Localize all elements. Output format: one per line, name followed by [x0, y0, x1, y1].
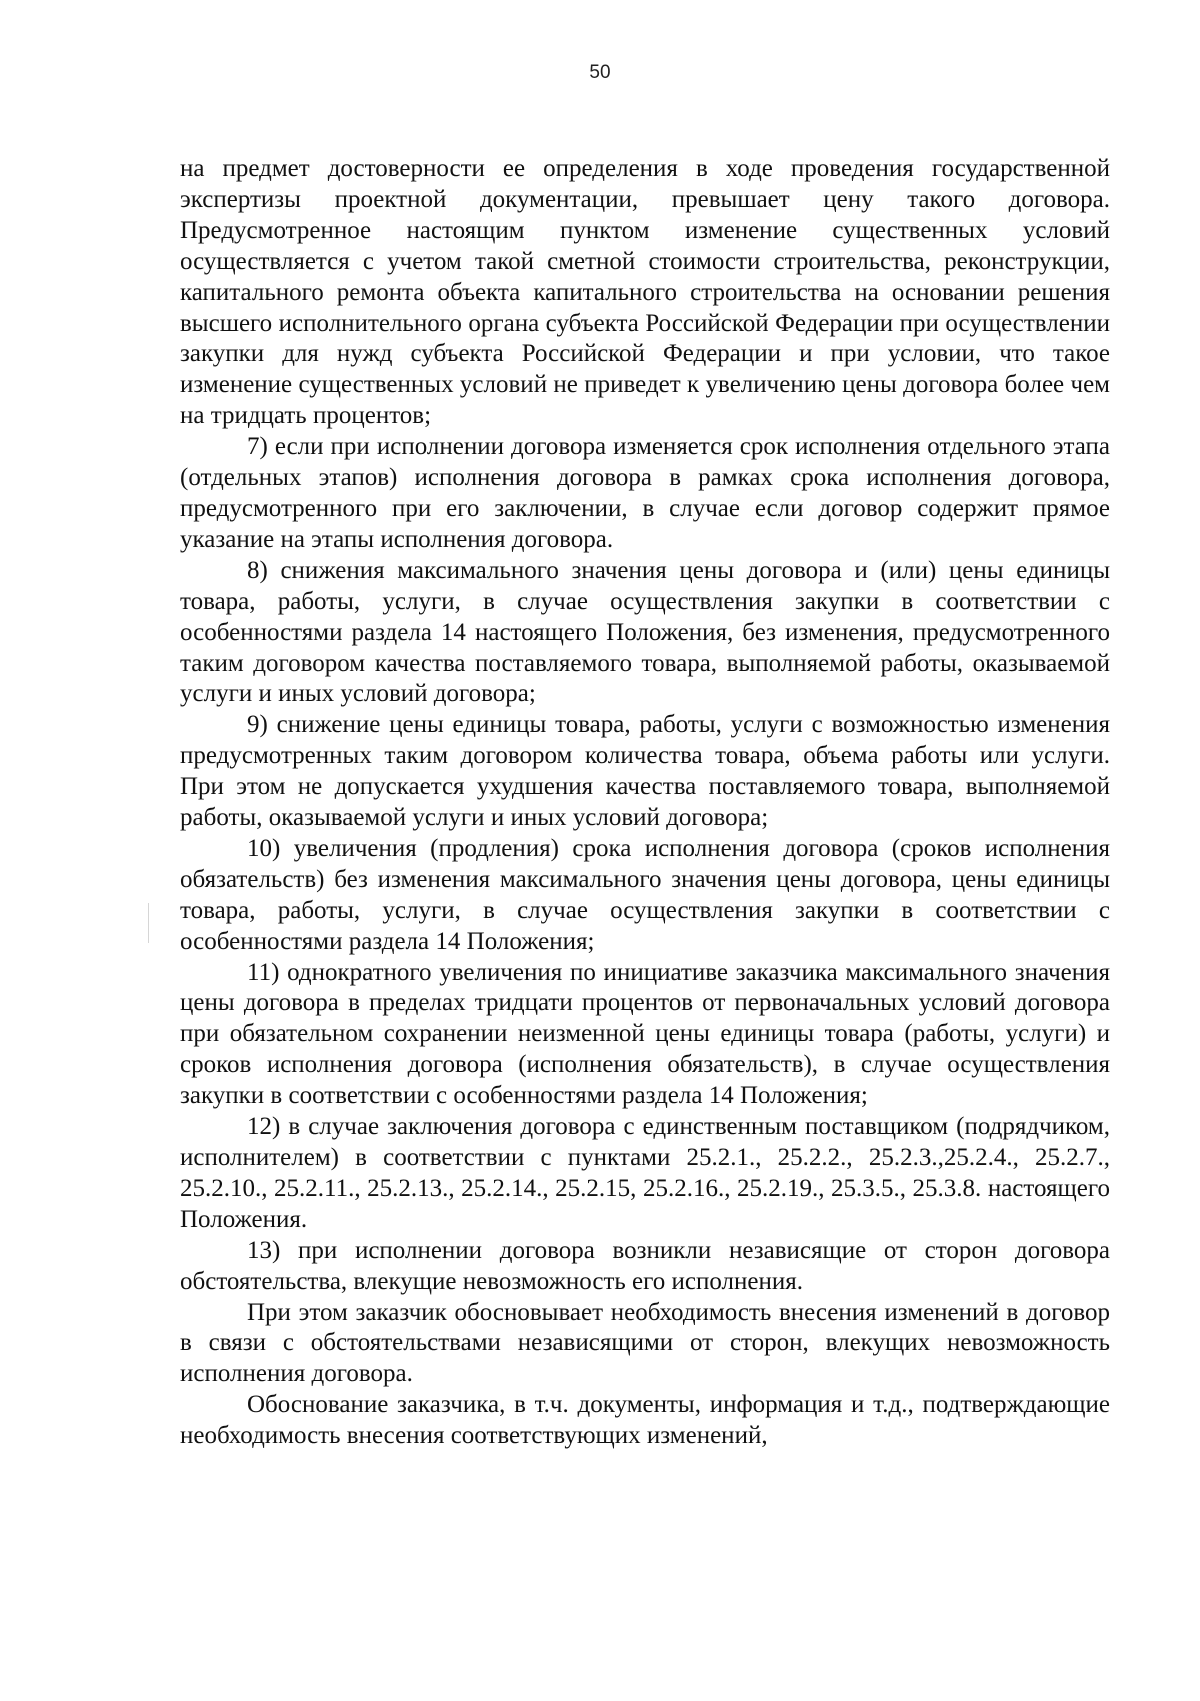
paragraph-item-11: 11) однократного увеличения по инициативе заказчика максимального значения цены договора в пределах тридцати процентов от первоначальных условий договора при обязательном сохранении неизменной цены единицы товара (работы, услуги) и сроков исполнения договора (исполнения обязательств), в случае осуществления закупки в соответствии с особенностями раздела 14 Положения; — [180, 958, 1110, 1110]
page-number: 50 — [589, 62, 611, 83]
paragraph-justification-documents: Обоснование заказчика, в т.ч. документы, информация и т.д., подтверждающие необходимость внесения соответствующих изменений, — [180, 1391, 1110, 1450]
document-body — [180, 154, 1110, 1452]
paragraph-item-13: 13) при исполнении договора возникли независящие от сторон договора обстоятельства, влекущие невозможность его исполнения. — [180, 1236, 1110, 1295]
paragraph-justification-note: При этом заказчик обосновывает необходимость внесения изменений в договор в связи с обстоятельствами независящими от сторон, влекущих невозможность исполнения договора. — [180, 1298, 1110, 1388]
paragraph-item-7: 7) если при исполнении договора изменяется срок исполнения отдельного этапа (отдельных этапов) исполнения договора в рамках срока исполнения договора, предусмотренного при его заключении, в случае если договор содержит прямое указание на этапы исполнения договора. — [180, 433, 1110, 553]
paragraph-continuation: на предмет достоверности ее определения в ходе проведения государственной экспертизы проектной документации, превышает цену такого договора. Предусмотренное настоящим пунктом изменение существенных условий осуществляется с учетом такой сметной стоимости строительства, реконструкции, капитального ремонта объекта капитального строительства на основании решения высшего исполнительного органа субъекта Российской Федерации при осуществлении закупки для нужд субъекта Российской Федерации и при условии, что такое изменение существенных условий не приведет к увеличению цены договора более чем на тридцать процентов; — [180, 155, 1110, 430]
paragraph-item-8: 8) снижения максимального значения цены договора и (или) цены единицы товара, работы, услуги, в случае осуществления закупки в соответствии с особенностями раздела 14 настоящего Положения, без изменения, предусмотренного таким договором качества поставляемого товара, выполняемой работы, оказываемой услуги и иных условий договора; — [180, 556, 1110, 708]
paragraph-item-12: 12) в случае заключения договора с единственным поставщиком (подрядчиком, исполнителем) в соответствии с пунктами 25.2.1., 25.2.2., 25.2.3.,25.2.4., 25.2.7., 25.2.10., 25.2.11., 25.2.13., 25.2.14., 25.2.15, 25.2.16., 25.2.19., 25.3.5., 25.3.8. настоящего Положения. — [180, 1113, 1110, 1233]
paragraph-item-10: 10) увеличения (продления) срока исполнения договора (сроков исполнения обязательств) без изменения максимального значения цены договора, цены единицы товара, работы, услуги, в случае осуществления закупки в соответствии с особенностями раздела 14 Положения; — [180, 834, 1110, 955]
paragraph-item-9: 9) снижение цены единицы товара, работы, услуги с возможностью изменения предусмотренных таким договором количества товара, объема работы или услуги. При этом не допускается ухудшения качества поставляемого товара, выполняемой работы, оказываемой услуги и иных условий договора; — [180, 711, 1110, 832]
scan-artifact-line — [148, 903, 149, 943]
